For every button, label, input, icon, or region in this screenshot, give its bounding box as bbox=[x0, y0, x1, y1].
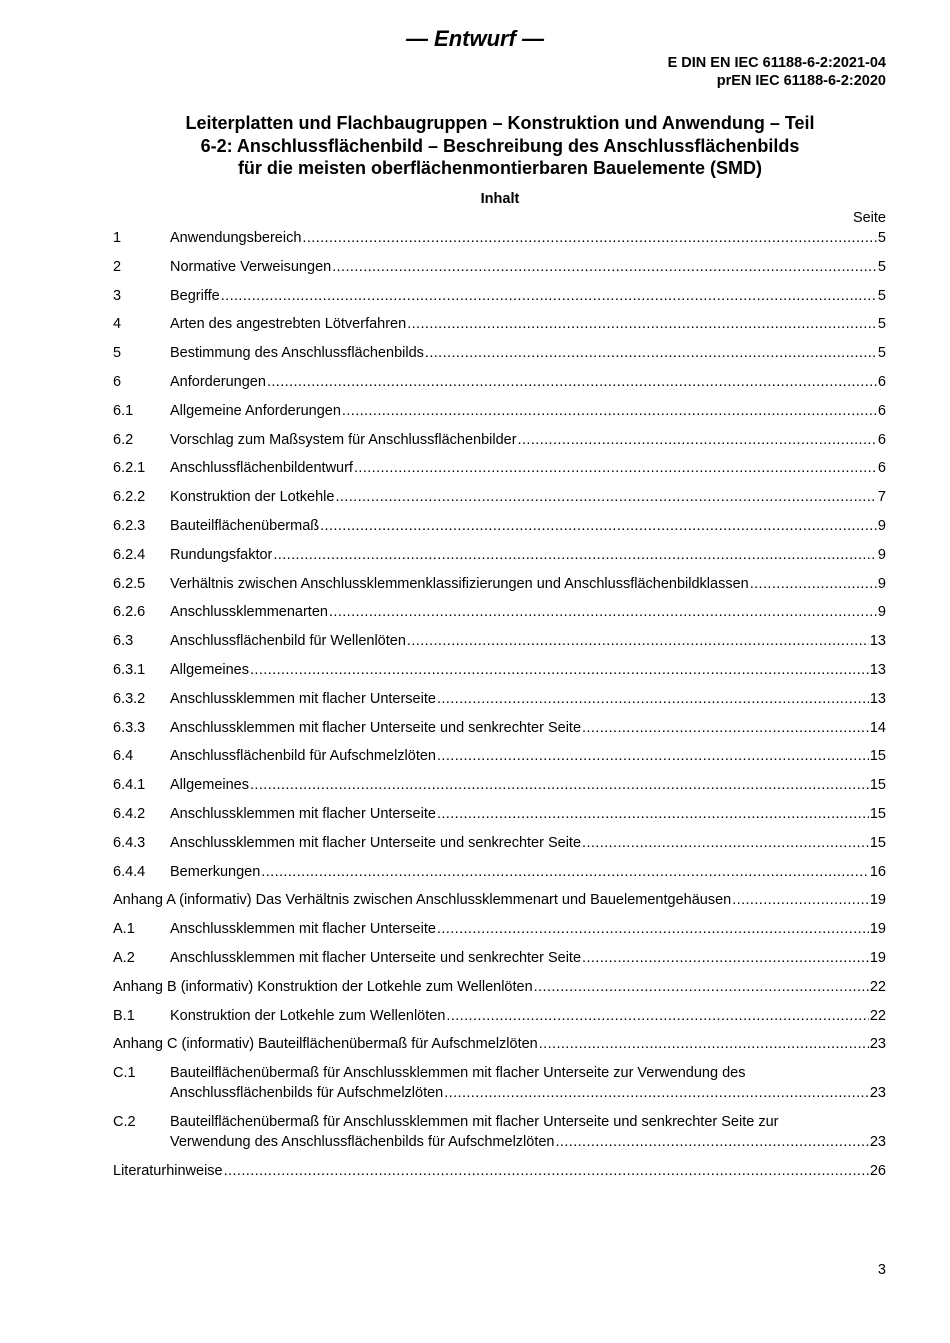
dot-leader bbox=[407, 631, 869, 651]
toc-entry-page: 9 bbox=[877, 604, 886, 620]
toc-entry-number: 6.2.4 bbox=[113, 547, 146, 563]
toc-entry[interactable] bbox=[113, 718, 886, 738]
dot-leader bbox=[582, 718, 869, 738]
toc-entry-page: 22 bbox=[869, 979, 886, 995]
toc-entry-number: 6.4.2 bbox=[113, 806, 146, 822]
toc-entry-page: 6 bbox=[877, 374, 886, 390]
dot-leader bbox=[332, 257, 877, 277]
standard-designation-din: E DIN EN IEC 61188-6-2:2021-04 bbox=[667, 55, 886, 71]
toc-entry-number: C.2 bbox=[113, 1114, 136, 1130]
toc-entry[interactable] bbox=[113, 343, 886, 363]
dot-leader bbox=[261, 862, 869, 882]
toc-entry[interactable] bbox=[113, 890, 886, 910]
toc-entry-page: 13 bbox=[869, 662, 886, 678]
toc-entry-number: 6.4 bbox=[113, 748, 134, 764]
toc-entry-title: Anschlussklemmen mit flacher Unterseite bbox=[170, 921, 436, 937]
dot-leader bbox=[437, 746, 869, 766]
dot-leader bbox=[444, 1083, 869, 1103]
toc-entry-number: 6.3 bbox=[113, 633, 134, 649]
toc-entry[interactable] bbox=[113, 545, 886, 565]
toc-entry-number: 6.4.3 bbox=[113, 835, 146, 851]
page-column-label: Seite bbox=[852, 210, 886, 226]
draft-label: — Entwurf — bbox=[405, 26, 545, 51]
dot-leader bbox=[446, 1006, 868, 1026]
toc-entry-page: 15 bbox=[869, 835, 886, 851]
toc-entry-number: 3 bbox=[113, 288, 122, 304]
toc-entry[interactable] bbox=[113, 1161, 886, 1181]
toc-entry-title: Literaturhinweise bbox=[113, 1163, 223, 1179]
toc-entry-page: 7 bbox=[877, 489, 886, 505]
toc-entry-title: Anschlussflächenbild für Wellenlöten bbox=[170, 633, 406, 649]
standard-designation bbox=[668, 54, 886, 90]
toc-entry-number: 4 bbox=[113, 316, 122, 332]
toc-entry-number: 6.3.3 bbox=[113, 720, 146, 736]
toc-entry-page: 13 bbox=[869, 691, 886, 707]
toc-entry-title-first-line: Bauteilflächenübermaß für Anschlussklemmen mit flacher Unterseite und senkrechter Seite zur bbox=[170, 1114, 779, 1130]
document-title-line: 6-2: Anschlussflächenbild – Beschreibung des Anschlussflächenbilds bbox=[200, 135, 800, 156]
toc-entry[interactable] bbox=[113, 689, 886, 709]
toc-entry-title: Arten des angestrebten Lötverfahren bbox=[170, 316, 407, 332]
dot-leader bbox=[250, 660, 869, 680]
toc-entry-page: 19 bbox=[869, 950, 886, 966]
toc-entry-page: 9 bbox=[877, 576, 886, 592]
toc-entry-page: 5 bbox=[877, 230, 886, 246]
toc-entry-title: Allgemeines bbox=[170, 777, 249, 793]
toc-entry[interactable] bbox=[113, 458, 886, 478]
toc-entry-number: 6.4.1 bbox=[113, 777, 146, 793]
toc-entry-title: Bauteilflächenübermaß bbox=[170, 518, 320, 534]
toc-entry-number: 5 bbox=[113, 345, 122, 361]
toc-entry-title: Anschlussklemmenarten bbox=[170, 604, 328, 620]
toc-entry-number: 6.4.4 bbox=[113, 864, 146, 880]
standard-designation-pren: prEN IEC 61188-6-2:2020 bbox=[716, 73, 886, 89]
toc-entry-title: Anschlussflächenbildentwurf bbox=[170, 460, 353, 476]
toc-entry[interactable] bbox=[113, 1063, 886, 1103]
toc-entry-number: 6.1 bbox=[113, 403, 134, 419]
toc-entry[interactable] bbox=[113, 286, 886, 306]
toc-entry-title: Anhang A (informativ) Das Verhältnis zwischen Anschlussklemmenart und Bauelementgehäusen bbox=[113, 892, 732, 908]
toc-entry-page: 23 bbox=[869, 1036, 886, 1052]
toc-entry-title: Verhältnis zwischen Anschlussklemmenklassifizierungen und Anschlussflächenbildklassen bbox=[170, 576, 749, 592]
toc-entry-page: 5 bbox=[877, 288, 886, 304]
toc-entry[interactable] bbox=[113, 1112, 886, 1152]
toc-entry[interactable] bbox=[113, 257, 886, 277]
dot-leader bbox=[582, 948, 869, 968]
dot-leader bbox=[425, 343, 877, 363]
dot-leader bbox=[221, 286, 877, 306]
toc-entry-title: Verwendung des Anschlussflächenbilds für Aufschmelzlöten bbox=[170, 1134, 555, 1150]
toc-entry[interactable] bbox=[113, 228, 886, 248]
toc-entry-title: Rundungsfaktor bbox=[170, 547, 273, 563]
toc-entry-number: 6.2.5 bbox=[113, 576, 146, 592]
toc-entry-number: A.1 bbox=[113, 921, 135, 937]
dot-leader bbox=[267, 372, 877, 392]
toc-entry-title: Bestimmung des Anschlussflächenbilds bbox=[170, 345, 424, 361]
toc-entry[interactable] bbox=[113, 833, 886, 853]
toc-entry-number: 2 bbox=[113, 259, 122, 275]
toc-entry-page: 6 bbox=[877, 460, 886, 476]
toc-entry-page: 16 bbox=[869, 864, 886, 880]
dot-leader bbox=[250, 775, 869, 795]
toc-entry-title: Allgemeines bbox=[170, 662, 249, 678]
toc-entry[interactable] bbox=[113, 372, 886, 392]
toc-entry[interactable] bbox=[113, 487, 886, 507]
toc-entry-number: 6.3.2 bbox=[113, 691, 146, 707]
toc-entry-title: Anschlussflächenbilds für Aufschmelzlöten bbox=[170, 1085, 444, 1101]
toc-entry[interactable] bbox=[113, 631, 886, 651]
toc-entry-title: Normative Verweisungen bbox=[170, 259, 332, 275]
toc-entry-page: 6 bbox=[877, 403, 886, 419]
toc-entry-page: 23 bbox=[869, 1134, 886, 1150]
toc-entry[interactable] bbox=[113, 746, 886, 766]
toc-entry-page: 15 bbox=[869, 806, 886, 822]
toc-entry[interactable] bbox=[113, 775, 886, 795]
toc-entry[interactable] bbox=[113, 804, 886, 824]
toc-entry-page: 13 bbox=[869, 633, 886, 649]
toc-entry-number: 6.3.1 bbox=[113, 662, 146, 678]
dot-leader bbox=[732, 890, 869, 910]
dot-leader bbox=[582, 833, 869, 853]
dot-leader bbox=[437, 804, 869, 824]
toc-entry[interactable] bbox=[113, 977, 886, 997]
dot-leader bbox=[320, 516, 877, 536]
contents-heading: Inhalt bbox=[480, 191, 520, 207]
toc-entry-title: Anforderungen bbox=[170, 374, 266, 390]
dot-leader bbox=[539, 1034, 869, 1054]
toc-entry-page: 15 bbox=[869, 777, 886, 793]
toc-entry-page: 26 bbox=[869, 1163, 886, 1179]
toc-entry-title: Konstruktion der Lotkehle zum Wellenlöten bbox=[170, 1008, 446, 1024]
toc-entry-title: Bemerkungen bbox=[170, 864, 261, 880]
toc-entry-title: Anhang C (informativ) Bauteilflächenübermaß für Aufschmelzlöten bbox=[113, 1036, 538, 1052]
toc-entry-number: C.1 bbox=[113, 1065, 136, 1081]
toc-entry[interactable] bbox=[113, 660, 886, 680]
toc-entry-title: Anschlussklemmen mit flacher Unterseite und senkrechter Seite bbox=[170, 835, 582, 851]
dot-leader bbox=[518, 430, 877, 450]
toc-entry-title: Vorschlag zum Maßsystem für Anschlussflächenbilder bbox=[170, 432, 517, 448]
dot-leader bbox=[555, 1132, 868, 1152]
toc-entry-number: 6.2.1 bbox=[113, 460, 146, 476]
document-title-line: Leiterplatten und Flachbaugruppen – Konstruktion und Anwendung – Teil bbox=[185, 113, 815, 133]
dot-leader bbox=[534, 977, 869, 997]
toc-entry-page: 9 bbox=[877, 547, 886, 563]
toc-entry-page: 15 bbox=[869, 748, 886, 764]
toc-entry-number: 6 bbox=[113, 374, 122, 390]
toc-entry-number: A.2 bbox=[113, 950, 135, 966]
toc-entry[interactable] bbox=[113, 314, 886, 334]
dot-leader bbox=[750, 574, 877, 594]
toc-entry-number: 1 bbox=[113, 230, 122, 246]
toc-entry[interactable] bbox=[113, 862, 886, 882]
dot-leader bbox=[335, 487, 876, 507]
toc-entry-title: Anschlussklemmen mit flacher Unterseite und senkrechter Seite bbox=[170, 950, 582, 966]
dot-leader bbox=[437, 689, 869, 709]
toc-entry[interactable] bbox=[113, 401, 886, 421]
dot-leader bbox=[302, 228, 877, 248]
toc-entry-title: Allgemeine Anforderungen bbox=[170, 403, 341, 419]
toc-entry-page: 19 bbox=[869, 921, 886, 937]
dot-leader bbox=[224, 1161, 869, 1181]
toc-entry[interactable] bbox=[113, 430, 886, 450]
toc-entry[interactable] bbox=[113, 1034, 886, 1054]
toc-entry[interactable] bbox=[113, 948, 886, 968]
toc-entry-page: 5 bbox=[877, 316, 886, 332]
toc-entry-number: 6.2.6 bbox=[113, 604, 146, 620]
toc-entry-title-first-line: Bauteilflächenübermaß für Anschlussklemmen mit flacher Unterseite zur Verwendung des bbox=[170, 1065, 746, 1081]
toc-entry-page: 14 bbox=[869, 720, 886, 736]
dot-leader bbox=[354, 458, 877, 478]
toc-entry-page: 22 bbox=[869, 1008, 886, 1024]
toc-entry-page: 19 bbox=[869, 892, 886, 908]
toc-entry[interactable] bbox=[113, 574, 886, 594]
page-number: 3 bbox=[877, 1262, 886, 1278]
dot-leader bbox=[342, 401, 877, 421]
document-title bbox=[100, 112, 900, 180]
dot-leader bbox=[273, 545, 877, 565]
toc-entry-number: B.1 bbox=[113, 1008, 135, 1024]
toc-entry-title: Konstruktion der Lotkehle bbox=[170, 489, 335, 505]
toc-entry-page: 6 bbox=[877, 432, 886, 448]
toc-entry[interactable] bbox=[113, 516, 886, 536]
dot-leader bbox=[437, 919, 869, 939]
toc-entry-title: Anwendungsbereich bbox=[170, 230, 302, 246]
toc-entry-number: 6.2.3 bbox=[113, 518, 146, 534]
toc-entry-title: Anhang B (informativ) Konstruktion der Lotkehle zum Wellenlöten bbox=[113, 979, 533, 995]
toc-entry-page: 23 bbox=[869, 1085, 886, 1101]
dot-leader bbox=[407, 314, 877, 334]
dot-leader bbox=[329, 602, 877, 622]
toc-entry[interactable] bbox=[113, 602, 886, 622]
toc-entry-number: 6.2 bbox=[113, 432, 134, 448]
toc-entry-title: Anschlussklemmen mit flacher Unterseite und senkrechter Seite bbox=[170, 720, 582, 736]
toc-entry[interactable] bbox=[113, 919, 886, 939]
toc-entry-title: Anschlussklemmen mit flacher Unterseite bbox=[170, 691, 436, 707]
document-title-line: für die meisten oberflächenmontierbaren Bauelemente (SMD) bbox=[237, 158, 763, 178]
toc-entry-title: Anschlussklemmen mit flacher Unterseite bbox=[170, 806, 436, 822]
toc-entry-page: 5 bbox=[877, 345, 886, 361]
toc-entry-number: 6.2.2 bbox=[113, 489, 146, 505]
toc-entry[interactable] bbox=[113, 1006, 886, 1026]
toc-entry-page: 5 bbox=[877, 259, 886, 275]
toc-entry-title: Begriffe bbox=[170, 288, 220, 304]
toc-entry-page: 9 bbox=[877, 518, 886, 534]
toc-entry-title: Anschlussflächenbild für Aufschmelzlöten bbox=[170, 748, 436, 764]
